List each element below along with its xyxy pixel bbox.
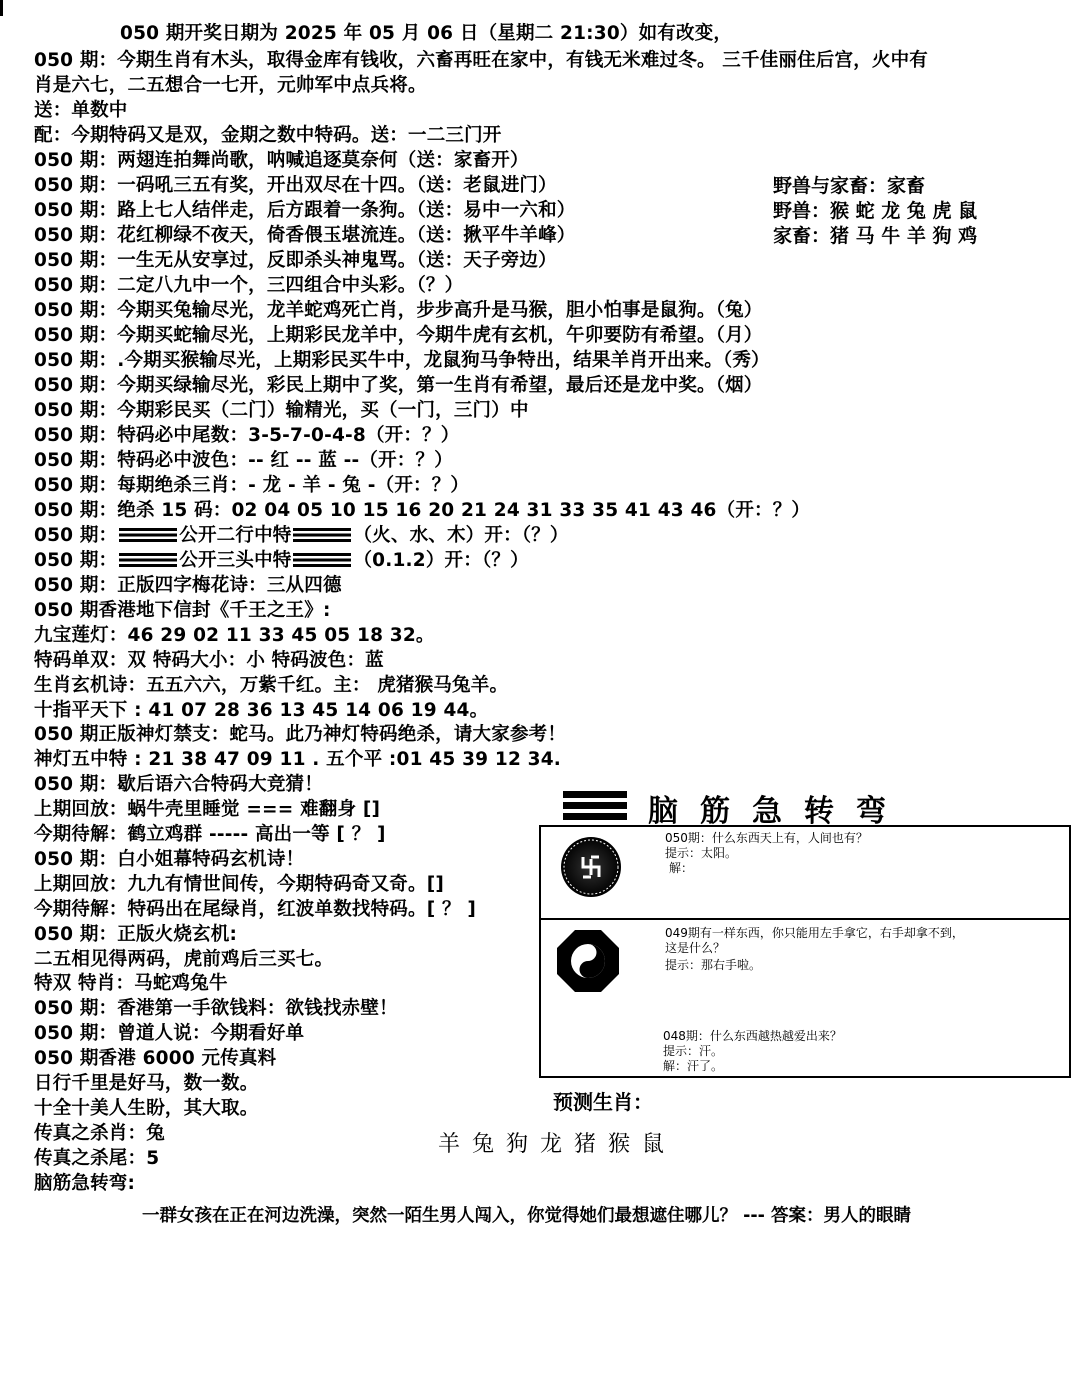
riddle-banner-title: 脑筋急转弯 [648,794,908,829]
text-line: 050 期：.今期买猴输尽光，上期彩民买牛中，龙鼠狗马争特出，结果羊肖开出来。（秀） [34,350,770,371]
bar-line-2-prefix: 050 期： [34,550,118,571]
text-line: 050 期：正版四字梅花诗：三从四德 [34,575,342,596]
text-line: 050 期：二定八九中一个，三四组合中头彩。（？） [34,275,464,296]
text-line: 050 期：花红柳绿不夜天，倚香偎玉堪流连。（送：揪平牛羊峰） [34,225,576,246]
swastika-seal-glyph [561,837,621,897]
riddle-049-question: 049期有一样东西，你只能用左手拿它，右手却拿不到， [665,926,964,940]
riddle-048-hint: 提示：汗。 [663,1044,724,1058]
prediction-animals: 羊兔狗龙猪猴鼠 [438,1132,677,1157]
announce-line: 050 期开奖日期为 2025 年 05 月 06 日（星期二 21:30）如有改变， [120,23,733,44]
swastika-seal-icon [561,837,621,897]
bagua-glyph [555,928,621,994]
bars-icon [293,528,351,542]
bar-line-1 [34,524,569,548]
text-line: 050 期：一码吼三五有奖，开出双尽在十四。（送：老鼠进门） [34,175,557,196]
riddle-050-answer: 解： [669,861,694,875]
text-line: 050 期：曾道人说：今期看好单 [34,1023,305,1045]
text-line: 今期待解：鹤立鸡群 ----- 高出一等 [ ？ ] [34,824,386,845]
text-line: 050 期：今期彩民买（二门）输精光，买（一门，三门）中 [34,400,529,421]
text-line: 050 期：绝杀 15 码：02 04 05 10 15 16 20 21 24 31 33 35 41 43 46（开：？） [34,500,811,521]
text-line: 050 期香港 6000 元传真料 [34,1048,277,1070]
bar-line-1-suffix: （火、水、木）开：（？） [353,525,569,546]
text-line: 050 期：今期买兔输尽光，龙羊蛇鸡死亡肖，步步高升是马猴，胆小怕事是鼠狗。（兔） [34,300,763,321]
bar-line-2 [34,549,529,573]
text-line: 十指平天下 : 41 07 28 36 13 45 14 06 19 44。 [34,699,489,721]
text-line: 050 期：今期买绿输尽光，彩民上期中了奖，第一生肖有希望，最后还是龙中奖。（烟） [34,375,763,396]
bar-line-1-prefix: 050 期： [34,525,118,546]
bars-icon [119,528,177,542]
text-line: 050 期：一生无从安享过，反即杀头神鬼骂。（送：天子旁边） [34,250,557,271]
bar-line-1-mid: 公开二行中特 [179,525,292,546]
text-line: 050 期：特码必中尾数：3-5-7-0-4-8（开：？） [34,425,460,446]
bar-line-2-suffix: （0.1.2）开：（？） [353,550,529,571]
text-line: 050 期：香港第一手欲钱料：欲钱找赤壁！ [34,998,398,1020]
send-line: 送：单数中 [34,100,128,121]
poem-line-b: 肖是六七，二五想合一七开，元帅军中点兵将。 [34,75,427,96]
text-line: 今期待解：特码出在尾绿肖，红波单数找特码。[ ？ ] [34,898,476,920]
text-line: 上期回放：蜗牛壳里睡觉 === 难翻身 [] [34,799,381,821]
text-line: 050 期：两翅连拍舞尚歌，呐喊追逐莫奈何（送：家畜开） [34,150,529,171]
text-line: 050 期：歇后语六合特码大竞猜！ [34,774,323,796]
text-line: 050 期：每期绝杀三肖：- 龙 - 羊 - 兔 -（开：？） [34,475,470,496]
prediction-label: 预测生肖： [553,1090,653,1114]
bars-icon [293,553,351,567]
corner-mark [0,0,3,16]
riddle-box-049-048 [539,918,1071,1078]
riddle-050-question: 050期：什么东西天上有，人间也有？ [665,831,868,845]
text-line: 生肖玄机诗：五五六六，万紫千红。主： 虎猪猴马兔羊。 [34,674,509,696]
animals-domestic: 家畜：猪 马 牛 羊 狗 鸡 [773,225,978,247]
text-line: 050 期香港地下信封《千王之王》: [34,599,331,621]
poem-line-a: 050 期：今期生肖有木头，取得金库有钱收，六畜再旺在家中，有钱无米难过冬。 三千佳丽住后宫，火中有 [34,50,929,71]
riddle-049-hint: 提示：那右手啦。 [665,958,762,972]
riddle-048-answer: 解：汗了。 [663,1059,724,1073]
text-line: 050 期：路上七人结伴走，后方跟着一条狗。（送：易中一六和） [34,200,576,221]
animals-title: 野兽与家畜：家畜 [773,175,926,197]
text-line: 特双 特肖：马蛇鸡兔牛 [34,973,228,995]
bars-icon [119,553,177,567]
animals-wild: 野兽：猴 蛇 龙 兔 虎 鼠 [773,200,978,222]
text-line: 二五相见得两码，虎前鸡后三买七。 [34,948,334,970]
bar-line-2-mid: 公开三头中特 [179,550,292,571]
text-line: 特码单双：双 特码大小：小 特码波色：蓝 [34,649,384,671]
final-riddle: 一群女孩在正在河边洗澡，突然一陌生男人闯入，你觉得她们最想遮住哪儿？ --- 答案：男人的眼睛 [142,1206,911,1226]
riddle-050-hint: 提示：太阳。 [665,846,738,860]
pair-line: 配：今期特码又是双，金期之数中特码。送：一二三门开 [34,125,502,146]
riddle-048-question: 048期：什么东西越热越爱出来？ [663,1029,842,1043]
text-line: 050 期：正版火烧玄机: [34,923,238,945]
text-line: 脑筋急转弯: [34,1172,136,1194]
text-line: 传真之杀尾：5 [34,1147,160,1169]
text-line: 上期回放：九九有情世间传，今期特码奇又奇。[] [34,873,445,895]
text-line: 050 期正版神灯禁支：蛇马。此乃神灯特码绝杀，请大家参考！ [34,724,567,746]
text-line: 050 期：白小姐幕特码玄机诗！ [34,848,305,870]
riddle-049-question-2: 这是什么？ [665,941,726,955]
text-line: 050 期：特码必中波色：-- 红 -- 蓝 --（开：？） [34,450,453,471]
text-line: 九宝莲灯：46 29 02 11 33 45 05 18 32。 [34,624,435,646]
text-line: 050 期：今期买蛇输尽光，上期彩民龙羊中，今期牛虎有玄机，午卯要防有希望。（月） [34,325,763,346]
bagua-icon [555,928,621,994]
text-line: 十全十美人生盼，其大取。 [34,1097,259,1119]
text-line: 日行千里是好马，数一数。 [34,1073,259,1094]
text-line: 神灯五中特 : 21 38 47 09 11 . 五个平 :01 45 39 12 34. [34,749,562,771]
riddle-box-050 [539,825,1071,920]
text-line: 传真之杀肖：兔 [34,1122,165,1144]
banner-logo-icon [563,791,627,821]
